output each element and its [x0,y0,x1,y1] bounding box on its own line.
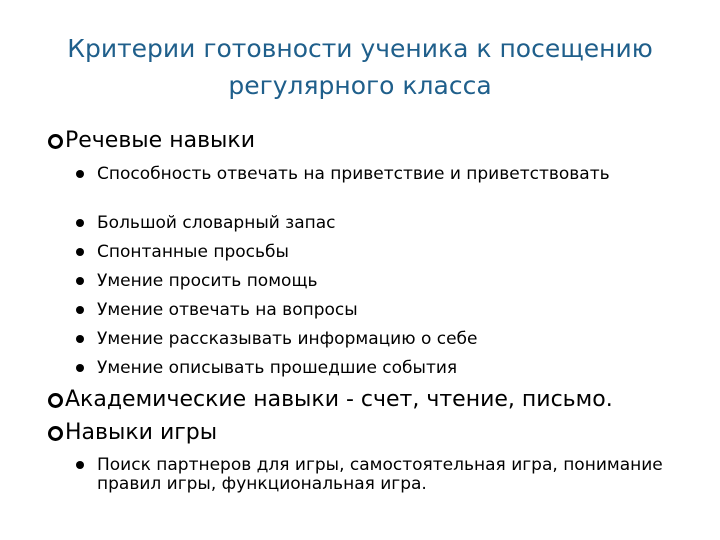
list-item [76,165,686,184]
list-item-text: Большой словарный запас [97,213,336,233]
title-line-2: регулярного класса [228,71,492,100]
list-item [76,359,686,378]
list-item-text: Умение просить помощь [97,271,318,291]
slide-title [40,30,680,104]
section-label: Академические навыки - счет, чтение, письмо. [65,387,613,412]
list-item [76,243,686,262]
bullet-dot-icon [76,306,84,314]
bullet-dot-icon [76,170,84,178]
bullet-dot-icon [76,335,84,343]
bullet-dot-icon [76,219,84,227]
list-item-text: Умение описывать прошедшие события [97,358,458,378]
list-item-text: Спонтанные просьбы [97,242,289,262]
list-item [76,272,686,291]
hollow-circle-bullet-icon [48,426,63,441]
list-item-text: Умение отвечать на вопросы [97,300,358,320]
bullet-dot-icon [76,461,84,469]
bullet-dot-icon [76,277,84,285]
section-label: Речевые навыки [65,128,255,153]
section-label: Навыки игры [65,420,218,445]
list-item [76,301,686,320]
hollow-circle-bullet-icon [48,134,63,149]
list-item [76,214,686,233]
bullet-dot-icon [76,248,84,256]
list-item-text: Способность отвечать на приветствие и приветствовать [97,164,610,184]
list-item [76,330,686,349]
list-item-text: Поиск партнеров для игры, самостоятельная игра, понимание правил игры, функциональная игра. [97,455,663,494]
hollow-circle-bullet-icon [48,393,63,408]
list-item-text: Умение рассказывать информацию о себе [97,329,478,349]
list-item [76,456,686,494]
bullet-dot-icon [76,364,84,372]
title-line-1: Критерии готовности ученика к посещению [67,34,653,63]
